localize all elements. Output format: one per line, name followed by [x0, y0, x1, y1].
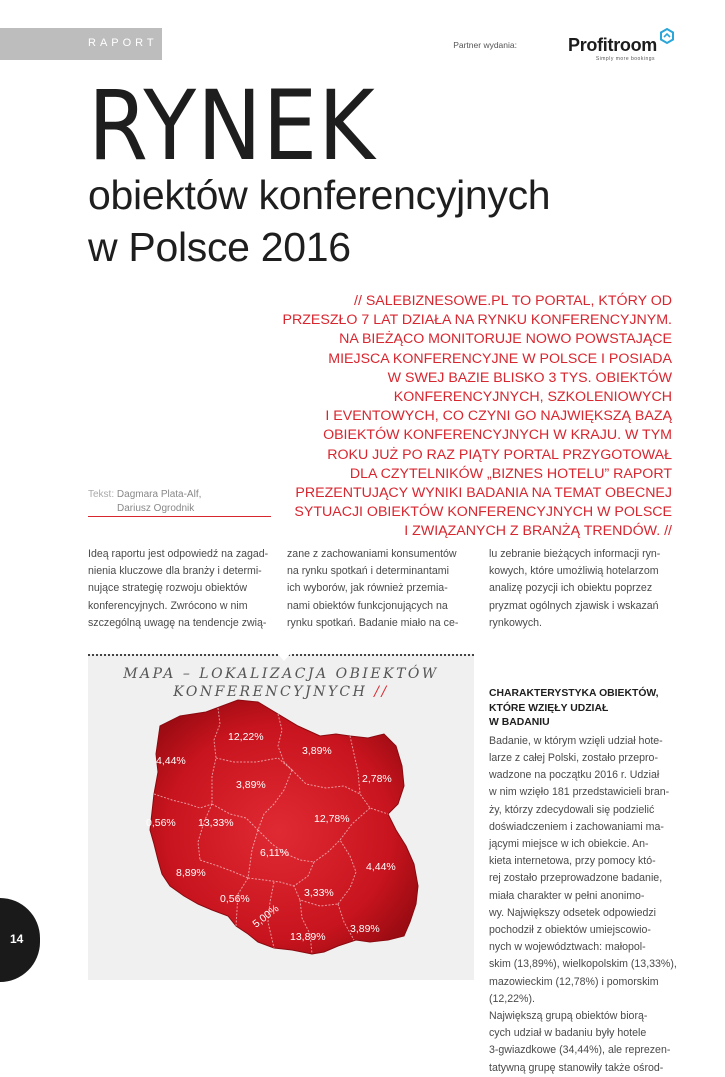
body-line: rynku spotkań. Badanie miało na ce-	[287, 616, 459, 629]
lead-line: PREZENTUJĄCY WYNIKI BADANIA NA TEMAT OBECNEJ	[295, 485, 672, 502]
map-value-slaskie: 5,00%	[250, 902, 282, 931]
body-line: zane z zachowaniami konsumentów	[287, 548, 457, 560]
body-column-3-section	[489, 687, 675, 1077]
body-line: larze z całej Polski, zostało przepro-	[489, 751, 658, 764]
map-value-dolnoslaskie: 8,89%	[176, 867, 206, 879]
lead-line: I ZWIĄZANYCH Z BRANŻĄ TRENDÓW. //	[404, 523, 672, 540]
author-name: Dariusz Ogrodnik	[117, 503, 195, 514]
body-line: miała charakter w pełni anonimo-	[489, 889, 645, 902]
body-column-1	[88, 546, 274, 632]
body-line: (12,22%).	[489, 992, 535, 1005]
body-line: analizę pozycji ich obiektu poprzez	[489, 582, 653, 595]
map-value-mazowieckie: 12,78%	[314, 813, 350, 825]
map-value-lodzkie: 6,11%	[260, 847, 289, 859]
body-line: pochodził z obiektów umiejscowio-	[489, 924, 651, 937]
poland-map	[88, 654, 474, 980]
body-line: skim (13,89%), wielkopolskim (13,33%),	[489, 958, 677, 971]
map-value-kujawsko-pomorskie: 3,89%	[236, 779, 266, 791]
page-subtitle-line2: w Polsce 2016	[88, 224, 351, 270]
body-line: tatywną grupę stanowiły także ośrod-	[489, 1061, 664, 1074]
page-subtitle-line1: obiektów konferencyjnych	[88, 172, 551, 218]
partner-label: Partner wydania:	[453, 40, 517, 50]
section-tab	[0, 28, 162, 60]
body-column-3	[489, 546, 675, 632]
authors-credit	[88, 488, 201, 516]
body-line: Największą grupą obiektów biorą-	[489, 1010, 648, 1023]
body-line: nujące strategię rozwoju obiektów	[88, 582, 247, 595]
map-value-lubuskie: 0,56%	[146, 817, 176, 829]
body-line: nych w województwach: małopol-	[489, 941, 646, 954]
author-name: Dagmara Plata-Alf,	[116, 489, 202, 500]
body-line: szczególną uwagę na tendencje zwią-	[88, 616, 267, 629]
lead-line: W SWEJ BAZIE BLISKO 3 TYS. OBIEKTÓW	[387, 369, 672, 386]
lead-line: // SALEBIZNESOWE.PL TO PORTAL, KTÓRY OD	[354, 293, 672, 309]
body-line: pryzmat ogólnych zjawisk i wskazań	[489, 599, 659, 612]
body-line: wadzone na początku 2016 r. Udział	[489, 769, 660, 782]
body-line: nienia kluczowe dla branży i determi-	[88, 565, 262, 578]
body-line: ich wyborów, jak również przemia-	[287, 582, 448, 595]
lead-line: MIEJSCA KONFERENCYJNE W POLSCE I POSIADA	[328, 350, 672, 367]
body-line: w nim wzięło 181 przedstawicieli bran-	[489, 786, 670, 799]
map-value-pomorskie: 12,22%	[228, 731, 264, 743]
section-heading-line: CHARAKTERYSTYKA OBIEKTÓW,	[489, 688, 659, 699]
lead-line: DLA CZYTELNIKÓW „BIZNES HOTELU” RAPORT	[349, 465, 672, 482]
lead-paragraph	[280, 292, 672, 542]
body-line: lu zebranie bieżących informacji ryn-	[489, 548, 661, 560]
map-value-lubelskie: 4,44%	[366, 861, 396, 873]
body-line: jącymi miejsce w ich obiekcie. An-	[489, 838, 649, 850]
body-line: nami obiektów funkcjonujących na	[287, 599, 448, 612]
page-number: 14	[10, 932, 24, 946]
partner-logo: Profitroom	[568, 35, 657, 55]
body-line: cych udział w badaniu były hotele	[489, 1027, 647, 1040]
body-line: mazowieckim (12,78%) i pomorskim	[489, 975, 659, 988]
lead-line: KONFERENCYJNYCH, SZKOLENIOWYCH	[393, 389, 672, 406]
map-value-zachodniopomorskie: 4,44%	[156, 755, 186, 767]
map-title-line1: MAPA – LOKALIZACJA OBIEKTÓW	[123, 666, 439, 682]
body-line: na rynku spotkań i determinantami	[287, 565, 449, 578]
authors-label: Tekst:	[88, 489, 115, 500]
body-line: Badanie, w którym wzięli udział hote-	[489, 734, 663, 747]
page-title: RYNEK	[88, 70, 376, 182]
body-line: konferencyjnych. Zwrócono w nim	[88, 599, 248, 612]
map-value-podlaskie: 2,78%	[362, 773, 392, 785]
map-title-line2: KONFERENCYJNYCH	[173, 684, 368, 700]
partner-block	[375, 30, 675, 66]
body-line: kieta internetowa, przy pomocy któ-	[489, 855, 656, 868]
body-column-2	[287, 546, 473, 632]
map-value-wielkopolskie: 13,33%	[198, 817, 234, 829]
body-line: rej zostało przeprowadzone badanie,	[489, 872, 663, 885]
page-number-badge	[0, 898, 40, 982]
partner-tagline: Simply more bookings	[595, 56, 655, 62]
authors-divider	[88, 516, 271, 517]
lead-line: SYTUACJI OBIEKTÓW KONFERENCYJNYCH W POLSCE	[294, 504, 672, 521]
map-value-warminsko-mazurskie: 3,89%	[302, 745, 332, 757]
lead-line: I EVENTOWYCH, CO CZYNI GO NAJWIĘKSZĄ BAZĄ	[325, 408, 672, 425]
map-value-swietokrzyskie: 3,33%	[304, 887, 334, 899]
lead-line: NA BIEŻĄCO MONITORUJE NOWO POWSTAJĄCE	[339, 331, 672, 348]
section-heading	[489, 687, 675, 731]
poland-outline	[150, 700, 418, 954]
lead-line: PRZESZŁO 7 LAT DZIAŁA NA RYNKU KONFERENCYJNYM.	[282, 312, 672, 329]
body-line: rynkowych.	[489, 616, 542, 629]
body-line: ży, którzy zdecydowali się podzielić	[489, 803, 655, 816]
map-value-opolskie: 0,56%	[220, 893, 250, 905]
body-line: doświadczeniem i zachowaniami ma-	[489, 820, 664, 833]
map-value-malopolskie: 13,89%	[290, 931, 326, 943]
section-heading-line: KTÓRE WZIĘŁY UDZIAŁ	[489, 702, 609, 714]
map-value-podkarpackie: 3,89%	[350, 923, 380, 935]
partner-logo-icon	[659, 28, 675, 44]
lead-line: OBIEKTÓW KONFERENCYJNYCH W KRAJU. W TYM	[323, 427, 672, 444]
section-heading-line: W BADANIU	[489, 717, 550, 729]
body-line: kowych, które umożliwią hotelarzom	[489, 565, 659, 578]
map-title-slash: //	[374, 684, 389, 700]
body-line: 3-gwiazdkowe (34,44%), ale reprezen-	[489, 1044, 671, 1057]
body-line: Ideą raportu jest odpowiedź na zagad-	[88, 548, 269, 560]
lead-line: ROKU JUŻ PO RAZ PIĄTY PORTAL PRZYGOTOWAŁ	[327, 446, 672, 463]
body-line: wy. Największy odsetek odpowiedzi	[489, 906, 657, 919]
section-label: RAPORT	[88, 37, 158, 49]
